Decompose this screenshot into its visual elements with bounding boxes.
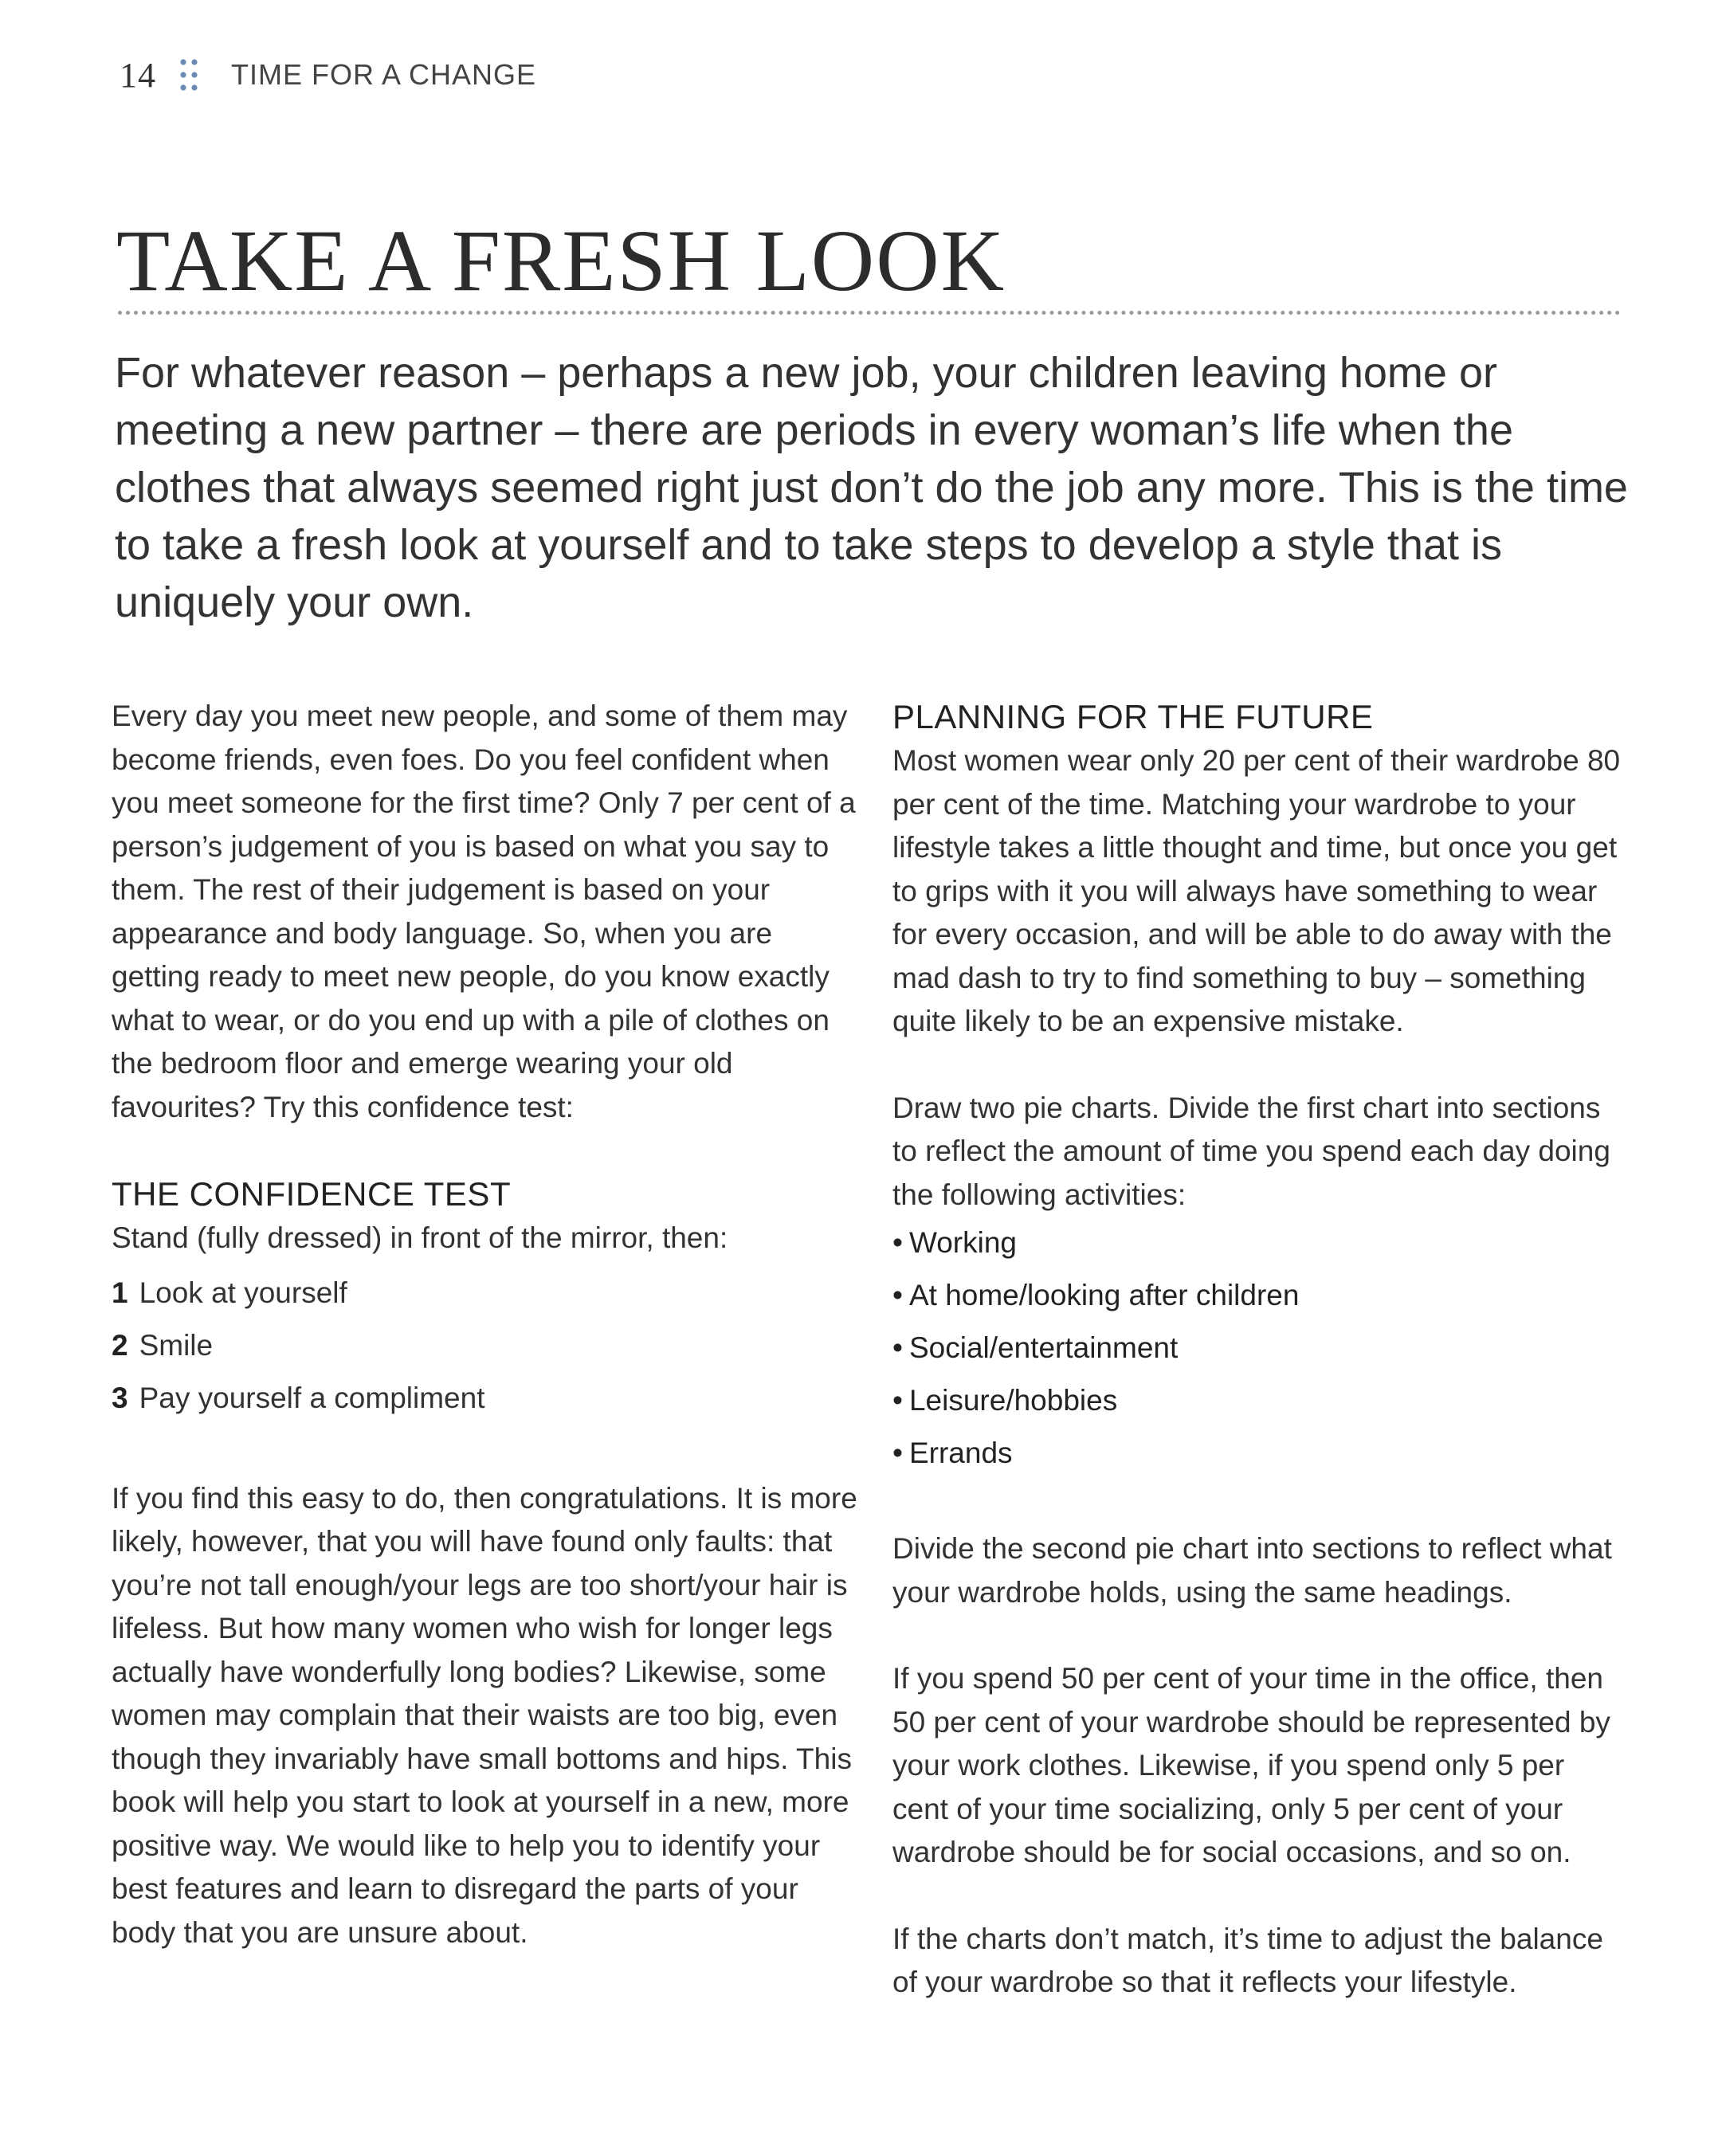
activity-label: Leisure/hobbies (908, 1384, 1118, 1417)
step-text: Smile (139, 1328, 214, 1362)
step-text: Look at yourself (139, 1276, 347, 1309)
confidence-steps (112, 1272, 861, 1420)
bullet-mark: • (892, 1437, 903, 1469)
activity-list (892, 1217, 1626, 1480)
body-paragraph: Most women wear only 20 per cent of their wardrobe 80 per cent of the time. Matching your wardrobe to your lifestyle takes a little thought and time, but once you get to grips with it you will always have something to wear for every occasion, and will be able to do away with the mad dash to try to find something to buy – something quite likely to be an expensive mistake. (892, 744, 1621, 1037)
section-heading-planning: PLANNING FOR THE FUTURE (892, 698, 1374, 735)
section-heading-confidence: THE CONFIDENCE TEST (112, 1175, 512, 1213)
list-item (892, 1427, 1626, 1480)
page-title: TAKE A FRESH LOOK (116, 212, 1006, 309)
dotted-divider (118, 311, 1621, 315)
list-item (892, 1217, 1626, 1269)
right-column (892, 695, 1626, 2005)
running-head (120, 53, 536, 97)
body-paragraph: Every day you meet new people, and some of them may become friends, even foes. Do you feel confident when you meet someone for the first time? Only 7 per cent of a person’s judgement of you is based on what you say to them. The rest of their judgement is based on your appearance and body language. So, when you are getting ready to meet new people, do you know exactly what to wear, or do you end up with a pile of clothes on the bedroom floor and emerge wearing your old favourites? Try this confidence test: (112, 700, 856, 1123)
list-item (892, 1322, 1626, 1374)
list-item (112, 1377, 861, 1420)
bullet-mark: • (892, 1226, 903, 1259)
list-item (112, 1272, 861, 1315)
body-paragraph: If you find this easy to do, then congratulations. It is more likely, however, that you will have found only faults: that you’re not tall enough/your legs are too short/your hair is lifeless. But how many women who wish for longer legs actually have wonderfully long bodies? Likewise, some women may complain that their waists are too big, even though they invariably have small bottoms and hips. This book will help you start to look at yourself in a new, more positive way. We would like to help you to identify your best features and learn to disregard the parts of your body that you are unsure about. (112, 1481, 857, 1949)
body-paragraph: If the charts don’t match, it’s time to adjust the balance of your wardrobe so that it reflects your lifestyle. (892, 1922, 1603, 1998)
activity-label: Social/entertainment (908, 1331, 1179, 1364)
activity-label: At home/looking after children (908, 1279, 1300, 1311)
page-number: 14 (120, 55, 156, 95)
list-item (892, 1374, 1626, 1427)
step-number: 3 (112, 1381, 128, 1414)
body-paragraph: If you spend 50 per cent of your time in the office, then 50 per cent of your wardrobe should be represented by your work clothes. Likewise, if you spend only 5 per cent of your time socializing, only 5 per cent of your wardrobe should be for social occasions, and so on. (892, 1662, 1610, 1868)
activity-label: Working (908, 1226, 1017, 1259)
bullet-mark: • (892, 1384, 903, 1417)
dots-icon (178, 54, 199, 96)
body-paragraph: Draw two pie charts. Divide the first chart into sections to reflect the amount of time you spend each day doing the following activities: (892, 1091, 1610, 1211)
activity-label: Errands (908, 1437, 1013, 1469)
bullet-mark: • (892, 1331, 903, 1364)
step-number: 2 (112, 1328, 128, 1362)
bullet-mark: • (892, 1279, 903, 1311)
list-item (112, 1324, 861, 1367)
intro-paragraph: For whatever reason – perhaps a new job, your children leaving home or meeting a new partner – there are periods in every woman’s life when the clothes that always seemed right just don’t do the job any more. This is the time to take a fresh look at yourself and to take steps to develop a style that is uniquely your own. (115, 349, 1628, 626)
step-number: 1 (112, 1276, 128, 1309)
running-title: TIME FOR A CHANGE (231, 58, 537, 91)
confidence-intro: Stand (fully dressed) in front of the mirror, then: (112, 1221, 728, 1254)
body-paragraph: Divide the second pie chart into sections to reflect what your wardrobe holds, using the same headings. (892, 1532, 1612, 1609)
step-text: Pay yourself a compliment (139, 1381, 485, 1414)
list-item (892, 1269, 1626, 1322)
left-column (112, 695, 861, 1954)
